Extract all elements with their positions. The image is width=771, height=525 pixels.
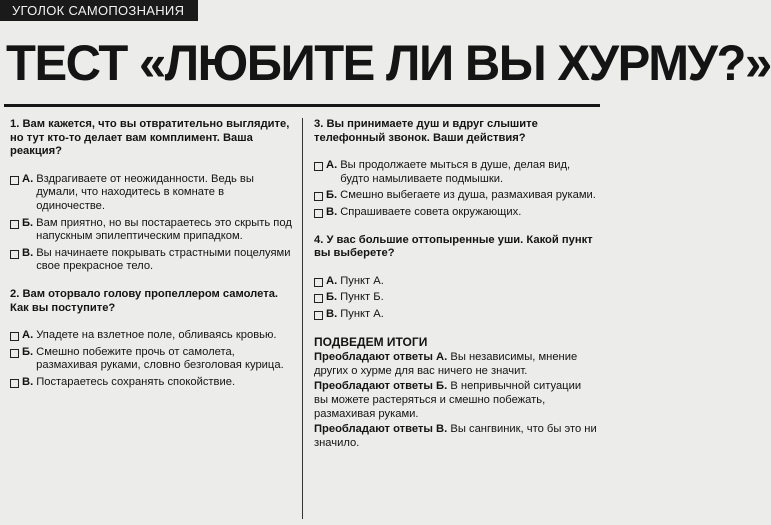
left-column — [10, 118, 292, 404]
result-lead: Преобладают ответы Б. — [314, 380, 448, 393]
answer-option[interactable] — [10, 376, 292, 390]
checkbox-icon[interactable] — [10, 220, 19, 229]
answer-option[interactable] — [10, 247, 292, 274]
checkbox-icon[interactable] — [314, 209, 323, 218]
option-text: Пункт А. — [340, 274, 384, 287]
option-text: Вы продолжаете мыться в душе, делая вид, будто намыливаете подмышки. — [340, 159, 571, 185]
result-lead: Преобладают ответы А. — [314, 351, 448, 364]
question-block-2 — [10, 288, 292, 390]
results-heading: ПОДВЕДЕМ ИТОГИ — [314, 334, 428, 349]
option-text: Смешно побежите прочь от самолета, размахивая руками, словно безголовая курица. — [36, 345, 284, 372]
checkbox-icon[interactable] — [10, 176, 19, 185]
checkbox-icon[interactable] — [314, 294, 323, 303]
option-text: Пункт Б. — [340, 291, 384, 304]
option-letter: А. — [326, 159, 338, 172]
option-text: Постараетесь сохранять спокойствие. — [36, 375, 236, 388]
option-letter: Б. — [326, 291, 338, 304]
answer-option[interactable] — [314, 291, 598, 305]
option-letter: А. — [326, 274, 338, 287]
option-letter: В. — [326, 307, 338, 320]
answer-option[interactable] — [10, 217, 292, 244]
question-text: 1. Вам кажется, что вы отвратительно выглядите, но тут кто-то делает вам комплимент. Ваша реакция? — [10, 118, 290, 158]
option-letter: Б. — [326, 189, 338, 202]
answer-option[interactable] — [314, 189, 598, 203]
answer-option[interactable] — [314, 275, 598, 289]
result-item — [314, 351, 598, 378]
result-text: Вы независимы, мнение других о хурме для вас ничего не значит. — [314, 351, 578, 377]
answer-option[interactable] — [314, 206, 598, 220]
answer-option[interactable] — [10, 329, 292, 343]
option-text: Упадете на взлетное поле, обливаясь кровью. — [36, 329, 277, 342]
option-text: Пункт А. — [340, 307, 384, 320]
checkbox-icon[interactable] — [314, 162, 323, 171]
option-letter: В. — [326, 205, 338, 218]
question-block-1 — [10, 118, 292, 274]
result-lead: Преобладают ответы В. — [314, 423, 448, 436]
checkbox-icon[interactable] — [314, 192, 323, 201]
checkbox-icon[interactable] — [10, 379, 19, 388]
answer-option[interactable] — [314, 308, 598, 322]
page-title: ТЕСТ «ЛЮБИТЕ ЛИ ВЫ ХУРМУ?» — [6, 35, 771, 91]
option-letter: А. — [22, 329, 34, 342]
checkbox-icon[interactable] — [10, 332, 19, 341]
option-letter: А. — [22, 172, 34, 185]
checkbox-icon[interactable] — [314, 311, 323, 320]
answer-option[interactable] — [314, 159, 598, 186]
option-letter: В. — [22, 246, 34, 259]
option-letter: Б. — [22, 216, 34, 229]
question-text: 2. Вам оторвало голову пропеллером самолета. Как вы поступите? — [10, 287, 279, 314]
question-block-4 — [314, 234, 598, 322]
option-letter: В. — [22, 375, 34, 388]
column-divider — [302, 118, 303, 519]
question-text: 3. Вы принимаете душ и вдруг слышите телефонный звонок. Ваши действия? — [314, 118, 538, 144]
option-text: Вздрагиваете от неожиданности. Ведь вы думали, что находитесь в комнате в одиночестве. — [36, 172, 254, 212]
answer-option[interactable] — [10, 173, 292, 214]
option-letter: Б. — [22, 345, 34, 358]
checkbox-icon[interactable] — [10, 349, 19, 358]
right-column — [314, 118, 598, 452]
option-text: Спрашиваете совета окружающих. — [340, 205, 522, 218]
question-block-3 — [314, 118, 598, 220]
result-item — [314, 423, 598, 450]
option-text: Смешно выбегаете из душа, размахивая руками. — [340, 189, 596, 202]
option-text: Вы начинаете покрывать страстными поцелуями свое прекрасное тело. — [36, 246, 291, 273]
question-text: 4. У вас большие оттопыренные уши. Какой пункт вы выберете? — [314, 233, 593, 260]
result-text: Вы сангвиник, что бы это ни значило. — [314, 423, 597, 449]
result-item — [314, 380, 598, 421]
checkbox-icon[interactable] — [314, 278, 323, 287]
checkbox-icon[interactable] — [10, 250, 19, 259]
section-tag: УГОЛОК САМОПОЗНАНИЯ — [0, 0, 198, 21]
option-text: Вам приятно, но вы постараетесь это скрыть под напускным эпилептическим припадком. — [36, 216, 292, 243]
result-text: В непривычной ситуации вы можете растеряться и смешно побежать, размахивая руками. — [314, 380, 582, 420]
results-section — [314, 336, 598, 451]
answer-option[interactable] — [10, 346, 292, 373]
title-rule — [4, 104, 600, 107]
